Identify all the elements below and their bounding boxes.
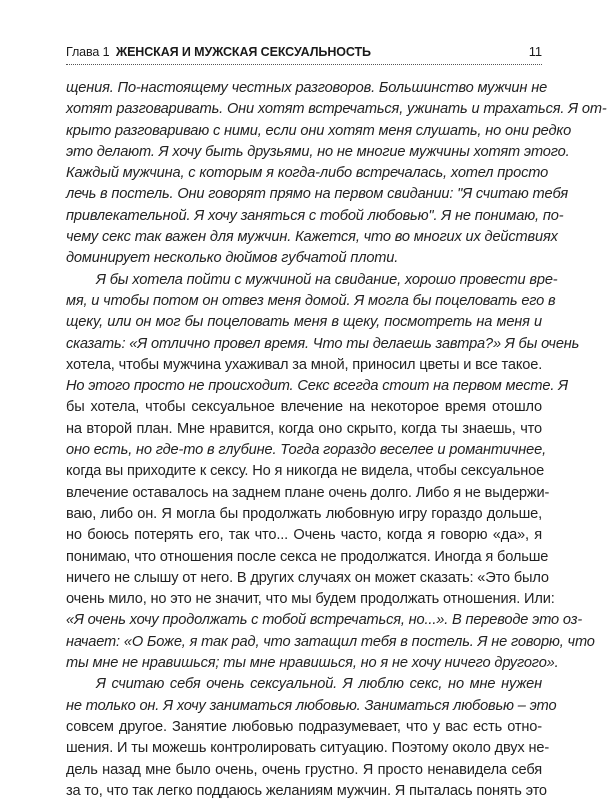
text-segment: ваю, либо он. Я могла бы продолжать любовную игру гораздо дольше, — [66, 505, 542, 522]
text-line — [66, 760, 542, 781]
text-segment: шения. И ты можешь контролировать ситуацию. Поэтому около двух не- — [66, 740, 550, 757]
text-segment: чему секс так важен для мужчин. Кажется, что во многих их действиях — [66, 229, 558, 246]
text-line — [66, 163, 549, 184]
text-line — [66, 227, 558, 248]
text-segment: Каждый мужчина, с которым я когда-либо встречалась, хотел просто — [66, 165, 549, 182]
text-line — [66, 738, 550, 759]
page-number: 11 — [528, 44, 542, 59]
chapter-number: Глава 1 — [66, 45, 110, 59]
text-line — [66, 334, 580, 355]
text-line — [66, 717, 542, 738]
text-line — [66, 206, 564, 227]
text-segment: мя, и чтобы потом он отвез меня домой. Я могла бы поцеловать его в — [66, 292, 556, 309]
text-line — [66, 184, 568, 205]
text-line — [66, 568, 549, 589]
body-text — [66, 78, 607, 802]
text-segment: крыто разговариваю с ними, если они хотят меня слушать, но они редко — [66, 122, 572, 139]
text-segment: это делают. Я хочу быть друзьями, но не многие мужчины хотят этого. — [66, 143, 570, 160]
text-line — [66, 397, 542, 418]
text-segment: сказать: «Я отлично провел время. Что ты делаешь завтра?» Я бы очень — [66, 335, 580, 352]
text-line — [66, 291, 556, 312]
text-line — [66, 674, 542, 695]
text-segment: щеку, или он мог бы поцеловать меня в щеку, посмотреть на меня и — [66, 314, 542, 331]
text-line — [66, 376, 568, 397]
text-segment: щения. По-настоящему честных разговоров. Большинство мужчин не — [66, 80, 548, 96]
text-line — [66, 78, 548, 99]
text-segment: оно есть, но где-то в глубине. Тогда гораздо веселее и романтичнее, — [66, 442, 547, 459]
text-line — [66, 632, 595, 653]
text-segment: «Я очень хочу продолжать с тобой встречаться, но...». В переводе это оз- — [66, 612, 583, 629]
text-segment: на второй план. Мне нравится, когда оно скрыто, когда ты знаешь, что — [66, 420, 542, 437]
text-line — [66, 99, 607, 120]
text-line — [66, 355, 542, 376]
text-segment: хотят разговаривать. Они хотят встречаться, ужинать и трахаться. Я от- — [66, 101, 607, 118]
text-segment: хотела, чтобы мужчина ухаживал за мной, приносил цветы и все такое. — [66, 356, 543, 373]
running-head — [66, 44, 542, 62]
paragraph — [66, 78, 607, 270]
text-segment: Я считаю себя очень сексуальной. Я люблю секс, но мне нужен — [96, 676, 542, 693]
text-segment: лечь в постель. Они говорят прямо на первом свидании: "Я считаю тебя — [66, 186, 568, 203]
text-line — [66, 440, 547, 461]
text-segment: бы хотела, чтобы сексуальное влечение на некоторое время отошло — [66, 399, 542, 416]
text-line — [66, 312, 542, 333]
text-segment: совсем другое. Занятие любовью подразумевает, что у вас есть отно- — [66, 718, 542, 735]
text-line — [66, 525, 542, 546]
text-segment: влечение оставалось на заднем плане очень долго. Либо я не выдержи- — [66, 484, 550, 501]
text-line — [66, 419, 542, 440]
text-line — [66, 270, 558, 291]
text-line — [66, 696, 557, 717]
text-line — [66, 589, 555, 610]
text-line — [66, 547, 549, 568]
text-segment: очень мило, но это не значит, что мы будем продолжать отношения. Или: — [66, 591, 555, 608]
text-segment: Но этого просто не происходит. Секс всегда стоит на первом месте. Я — [66, 378, 568, 395]
chapter-heading — [66, 45, 371, 59]
text-segment: начает: «О Боже, я так рад, что затащил тебя в постель. Я не говорю, что — [66, 633, 595, 650]
text-segment: ничего не слышу от него. В других случаях он может сказать: «Это было — [66, 569, 549, 586]
text-line — [66, 461, 545, 482]
text-segment: доминирует несколько дюймов губчатой плоти. — [66, 250, 399, 267]
text-segment: когда вы приходите к сексу. Но я никогда не видела, чтобы сексуальное — [66, 463, 545, 480]
text-segment: но боюсь потерять его, так что... Очень часто, когда я говорю «да», я — [66, 527, 542, 544]
text-segment: Я бы хотела пойти с мужчиной на свидание, хорошо провести вре- — [96, 271, 558, 288]
text-line — [66, 142, 570, 163]
text-line — [66, 121, 572, 142]
text-segment: не только он. Я хочу заниматься любовью. Заниматься любовью – это — [66, 697, 557, 714]
header-divider — [66, 64, 542, 65]
text-segment: привлекательной. Я хочу заняться с тобой любовью". Я не понимаю, по- — [66, 207, 564, 224]
text-line — [66, 483, 550, 504]
text-line — [66, 504, 542, 525]
paragraph — [66, 270, 595, 675]
text-segment: дель назад мне было очень, очень грустно. Я просто ненавидела себя — [66, 761, 542, 778]
text-segment: понимаю, что отношения после секса не продолжатся. Иногда я больше — [66, 548, 549, 565]
text-line — [66, 610, 583, 631]
paragraph — [66, 674, 557, 802]
text-line — [66, 248, 542, 269]
text-line — [66, 781, 547, 802]
text-segment: ты мне не нравишься; ты мне нравишься, но я не хочу ничего другого». — [66, 655, 559, 672]
text-line — [66, 653, 559, 674]
text-segment: за то, что так легко поддаюсь желаниям мужчин. Я пыталась понять это — [66, 782, 547, 799]
chapter-title: ЖЕНСКАЯ И МУЖСКАЯ СЕКСУАЛЬНОСТЬ — [115, 45, 371, 59]
